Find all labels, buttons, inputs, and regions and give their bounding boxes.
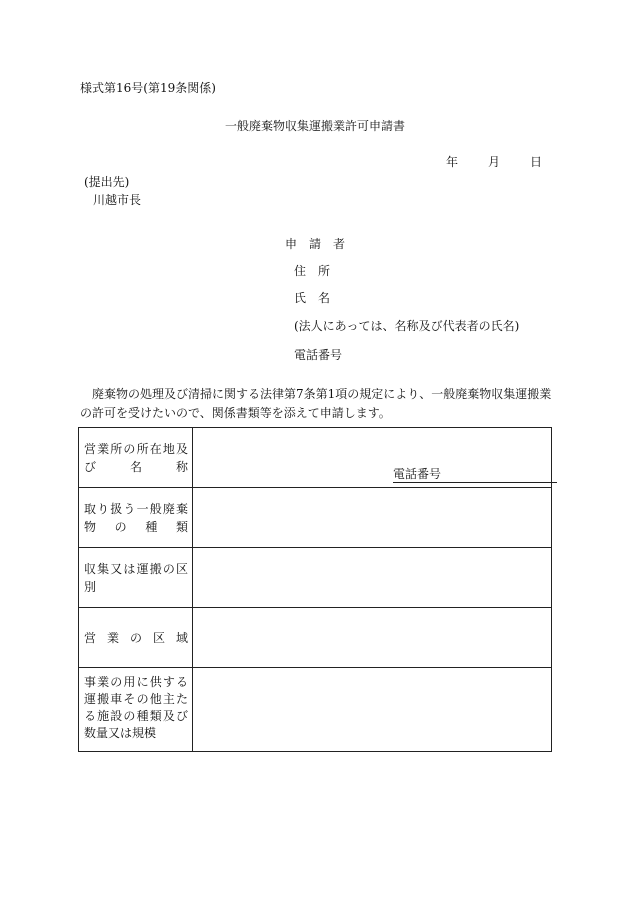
facilities-label: 事業の用に供する運搬車その他主たる施設の種類及び数量又は規模 xyxy=(79,668,193,752)
collection-transport-label: 収集又は運搬の区別 xyxy=(79,548,193,608)
table-row xyxy=(79,428,552,488)
facilities-field[interactable] xyxy=(193,668,552,752)
business-area-field[interactable] xyxy=(193,608,552,668)
table-row xyxy=(79,548,552,608)
date-year-label: 年 xyxy=(446,155,459,169)
office-location-label: 営業所の所在地及び名称 xyxy=(79,428,193,488)
applicant-address-label: 住 所 xyxy=(294,264,331,278)
date-month-label: 月 xyxy=(488,155,501,169)
office-phone-label: 電話番号 xyxy=(393,468,557,483)
collection-transport-field[interactable] xyxy=(193,548,552,608)
submit-to-name: 川越市長 xyxy=(93,193,142,207)
waste-type-label: 取り扱う一般廃棄物の種類 xyxy=(79,488,193,548)
applicant-heading: 申 請 者 xyxy=(285,237,346,251)
date-day-label: 日 xyxy=(530,155,543,169)
application-statement: 廃棄物の処理及び清掃に関する法律第7条第1項の規定により、一般廃棄物収集運搬業の許可を受けたいので、関係書類等を添えて申請します。 xyxy=(80,387,552,420)
applicant-name-label: 氏 名 xyxy=(294,291,331,305)
application-table xyxy=(78,427,552,752)
table-row xyxy=(79,608,552,668)
business-area-label: 営業の区域 xyxy=(79,608,193,668)
submit-to-label: (提出先) xyxy=(84,175,130,189)
table-row xyxy=(79,668,552,752)
table-row xyxy=(79,488,552,548)
form-number: 様式第16号(第19条関係) xyxy=(80,81,216,95)
applicant-phone-label: 電話番号 xyxy=(294,348,343,362)
date-line xyxy=(446,156,542,168)
document-title: 一般廃棄物収集運搬業許可申請書 xyxy=(224,119,405,133)
corporation-note: (法人にあっては、名称及び代表者の氏名) xyxy=(294,319,520,333)
waste-type-field[interactable] xyxy=(193,488,552,548)
office-location-field[interactable] xyxy=(193,428,552,488)
